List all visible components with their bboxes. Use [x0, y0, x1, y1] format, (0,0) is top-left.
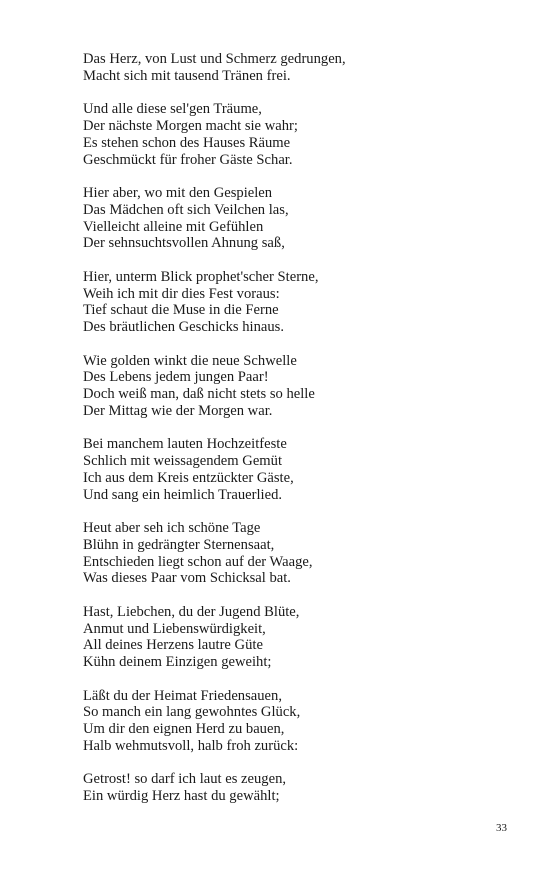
poem-line: Hier aber, wo mit den Gespielen [83, 185, 273, 201]
stanza-8 [83, 604, 513, 671]
poem-line: Weih ich mit dir dies Fest voraus: [83, 285, 280, 302]
poem-line: Es stehen schon des Hauses Räume [83, 134, 291, 151]
stanza-9 [83, 688, 513, 755]
poem-line: Der Mittag wie der Morgen war. [83, 402, 273, 419]
stanza-10 [83, 771, 513, 805]
stanza-6 [83, 436, 513, 503]
poem-line: Der nächste Morgen macht sie wahr; [83, 118, 298, 134]
page-number: 33 [496, 822, 507, 834]
stanza-5 [83, 353, 513, 420]
stanza-7 [83, 520, 513, 587]
poem-line: Anmut und Liebenswürdigkeit, [83, 620, 266, 637]
poem-line: Das Herz, von Lust und Schmerz gedrungen, [83, 51, 346, 67]
poem-line: Ein würdig Herz hast du gewählt; [83, 788, 280, 804]
poem-line: Halb wehmutsvoll, halb froh zurück: [83, 737, 299, 754]
poem-line: Ich aus dem Kreis entzückter Gäste, [83, 469, 294, 486]
poem-line: Hast, Liebchen, du der Jugend Blüte, [83, 603, 300, 620]
poem-line: Des bräutlichen Geschicks hinaus. [83, 319, 285, 335]
poem-line: Heut aber seh ich schöne Tage [83, 520, 261, 536]
poem-line: Wie golden winkt die neue Schwelle [83, 352, 297, 369]
poem-line: Entschieden liegt schon auf der Waage, [83, 553, 313, 570]
poem-line: Blühn in gedrängter Sternensaat, [83, 536, 275, 553]
stanza-3 [83, 185, 513, 252]
poem-line: Schlich mit weissagendem Gemüt [83, 453, 283, 469]
poem-line: Getrost! so darf ich laut es zeugen, [83, 771, 287, 788]
poem-line: Und alle diese sel'gen Träume, [83, 101, 262, 118]
stanza-4 [83, 269, 513, 336]
poem-line: Der sehnsuchtsvollen Ahnung saß, [83, 235, 285, 252]
poem-line: Was dieses Paar vom Schicksal bat. [83, 570, 291, 587]
poem-line: So manch ein lang gewohntes Glück, [83, 704, 301, 721]
poem-line: All deines Herzens lautre Güte [83, 637, 263, 654]
poem-line: Macht sich mit tausend Tränen frei. [83, 67, 291, 84]
poem-line: Und sang ein heimlich Trauerlied. [83, 486, 283, 503]
poem-line: Geschmückt für froher Gäste Schar. [83, 151, 293, 168]
poem-line: Hier, unterm Blick prophet'scher Sterne, [83, 268, 319, 285]
poem-line: Kühn deinem Einzigen geweiht; [83, 654, 272, 670]
poem-line: Bei manchem lauten Hochzeitfeste [83, 436, 287, 453]
poem-body [83, 51, 513, 822]
poem-line: Um dir den eignen Herd zu bauen, [83, 721, 285, 737]
stanza-1 [83, 51, 513, 85]
stanza-2 [83, 101, 513, 168]
poem-line: Das Mädchen oft sich Veilchen las, [83, 201, 289, 218]
poem-line: Vielleicht alleine mit Gefühlen [83, 218, 264, 235]
poem-line: Tief schaut die Muse in die Ferne [83, 302, 279, 319]
poem-line: Doch weiß man, daß nicht stets so helle [83, 386, 315, 402]
poem-line: Des Lebens jedem jungen Paar! [83, 369, 269, 386]
poem-line: Läßt du der Heimat Friedensauen, [83, 687, 282, 704]
